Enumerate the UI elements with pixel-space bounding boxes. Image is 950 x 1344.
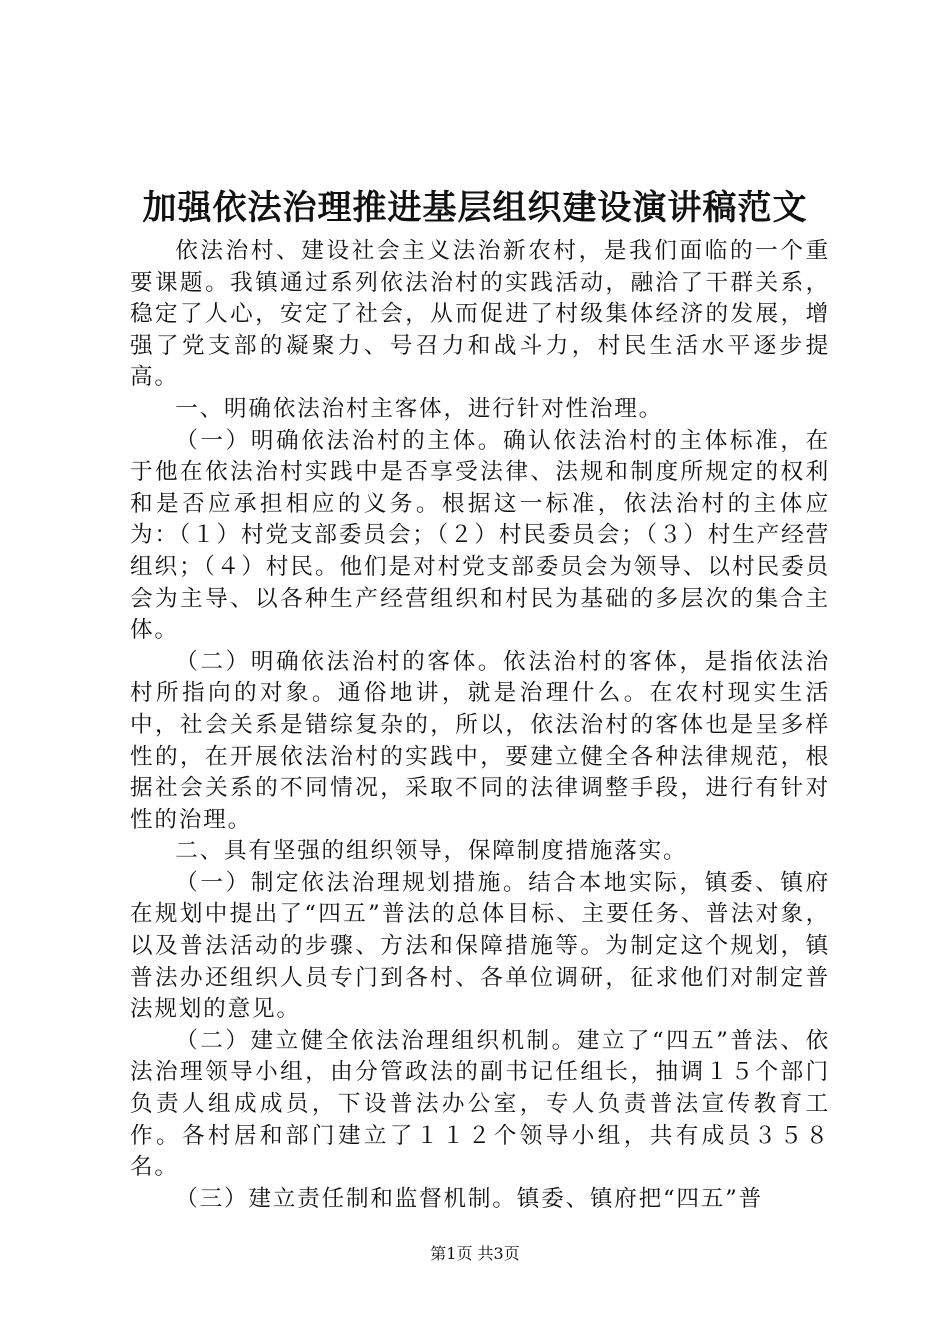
paragraph-object: （二）明确依法治村的客体。依法治村的客体，是指依法治村所指向的对象。通俗地讲，就是治理什么。在农村现实生活中，社会关系是错综复杂的，所以，依法治村的客体也是呈多样性的，在开展依法治村的实践中，要建立健全各种法律规范，根据社会关系的不同情况，采取不同的法律调整手段，进行有针对性的治理。: [130, 648, 830, 833]
section-heading-2: 二、具有坚强的组织领导，保障制度措施落实。: [175, 838, 688, 865]
paragraph-organization: （二）建立健全依法治理组织机制。建立了“四五”普法、依法治理领导小组，由分管政法的副书记任组长，抽调１５个部门负责人组成成员，下设普法办公室，专人负责普法宣传教育工作。各村居和部门建立了１１２个领导小组，共有成员３５８名。: [130, 1027, 830, 1181]
section-heading-1: 一、明确依法治村主客体，进行针对性治理。: [175, 395, 664, 422]
document-title: 加强依法治理推进基层组织建设演讲稿范文: [142, 188, 808, 228]
paragraph-responsibility: （三）建立责任制和监督机制。镇委、镇府把“四五”普: [175, 1185, 763, 1212]
document-body: [130, 236, 830, 1215]
paragraph-intro: 依法治村、建设社会主义法治新农村，是我们面临的一个重要课题。我镇通过系列依法治村的实践活动，融洽了干群关系，稳定了人心，安定了社会，从而促进了村级集体经济的发展，增强了党支部的凝聚力、号召力和战斗力，村民生活水平逐步提高。: [130, 238, 830, 391]
paragraph-planning: （一）制定依法治理规划措施。结合本地实际，镇委、镇府在规划中提出了“四五”普法的总体目标、主要任务、普法对象，以及普法活动的步骤、方法和保障措施等。为制定这个规划，镇普法办还组织人员专门到各村、各单位调研，征求他们对制定普法规划的意见。: [130, 869, 830, 1023]
page-footer: 第1页 共3页: [430, 1244, 520, 1263]
paragraph-subject: （一）明确依法治村的主体。确认依法治村的主体标准，在于他在依法治村实践中是否享受法律、法规和制度所规定的权利和是否应承担相应的义务。根据这一标准，依法治村的主体应为：（１）村党支部委员会；（２）村民委员会；（３）村生产经营组织；（４）村民。他们是对村党支部委员会为领导、以村民委员会为主导、以各种生产经营组织和村民为基础的多层次的集合主体。: [130, 427, 830, 644]
